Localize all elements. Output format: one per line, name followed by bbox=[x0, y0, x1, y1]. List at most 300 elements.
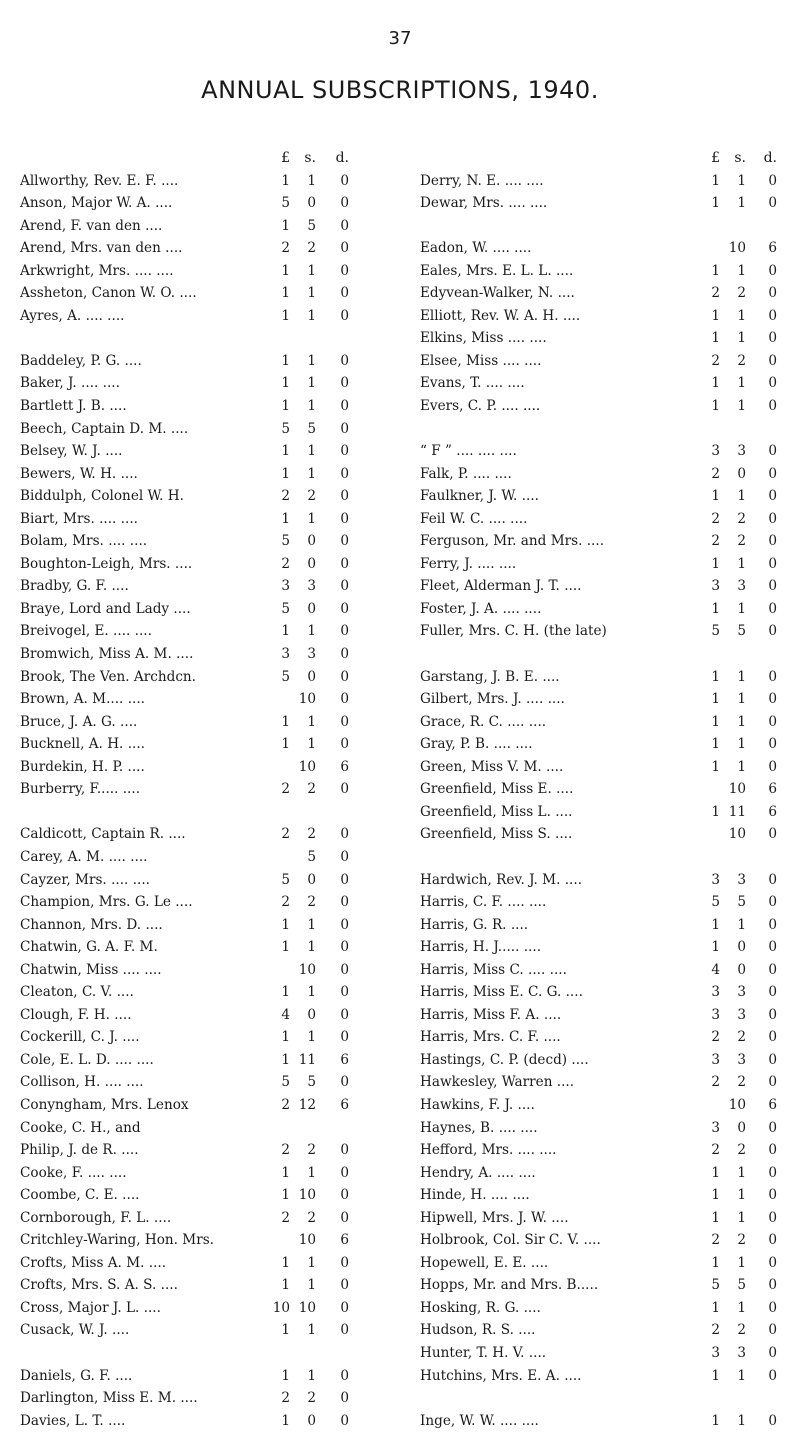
pence-value: 0 bbox=[340, 1006, 349, 1023]
subscriber-row bbox=[20, 914, 380, 937]
pence-value: 6 bbox=[768, 1096, 777, 1113]
subscriber-row bbox=[420, 801, 780, 824]
subscriber-name: Clough, F. H. .... bbox=[20, 1006, 132, 1023]
shillings-value: 2 bbox=[307, 488, 316, 505]
subscriber-row bbox=[420, 1229, 780, 1252]
pence-value: 0 bbox=[768, 758, 777, 775]
pounds-value: 5 bbox=[711, 894, 720, 911]
subscriber-name: Greenfield, Miss L. .... bbox=[420, 803, 573, 820]
pence-value: 0 bbox=[340, 623, 349, 640]
subscriber-row bbox=[20, 530, 380, 553]
pounds-value: 1 bbox=[281, 1322, 290, 1339]
subscriber-row bbox=[420, 1162, 780, 1185]
shillings-value: 0 bbox=[307, 555, 316, 572]
shillings-value: 0 bbox=[307, 195, 316, 212]
subscriber-row bbox=[20, 1004, 380, 1027]
subscriber-name: Baddeley, P. G. .... bbox=[20, 352, 142, 369]
subscriber-name: Green, Miss V. M. .... bbox=[420, 758, 564, 775]
pounds-value: 1 bbox=[281, 1164, 290, 1181]
subscriber-row bbox=[420, 1184, 780, 1207]
pounds-value: 2 bbox=[711, 1074, 720, 1091]
subscriber-name: Braye, Lord and Lady .... bbox=[20, 600, 191, 617]
subscriber-row bbox=[20, 711, 380, 734]
subscriber-row bbox=[20, 327, 380, 350]
subscriber-row bbox=[20, 170, 380, 193]
pence-value: 0 bbox=[340, 510, 349, 527]
shillings-value: 1 bbox=[307, 1029, 316, 1046]
shillings-value: 1 bbox=[737, 1412, 746, 1429]
pounds-value: 3 bbox=[711, 443, 720, 460]
pence-value: 0 bbox=[340, 668, 349, 685]
subscriber-row bbox=[20, 688, 380, 711]
subscriber-row bbox=[20, 1410, 380, 1432]
shillings-value: 10 bbox=[728, 1096, 746, 1113]
shillings-value: 1 bbox=[737, 262, 746, 279]
pence-value: 6 bbox=[768, 240, 777, 257]
subscriber-name: Coombe, C. E. .... bbox=[20, 1187, 140, 1204]
pence-value: 0 bbox=[768, 488, 777, 505]
subscriber-row bbox=[420, 215, 780, 238]
shillings-value: 0 bbox=[307, 871, 316, 888]
subscriber-row bbox=[20, 1342, 380, 1365]
subscriber-name: Hendry, A. .... .... bbox=[420, 1164, 536, 1181]
subscriber-row bbox=[420, 170, 780, 193]
subscriber-name: Evers, C. P. .... .... bbox=[420, 398, 541, 415]
pence-value: 6 bbox=[768, 803, 777, 820]
pounds-value: 3 bbox=[711, 1006, 720, 1023]
shillings-value: 5 bbox=[737, 894, 746, 911]
pence-value: 0 bbox=[768, 375, 777, 392]
pounds-value: 1 bbox=[711, 262, 720, 279]
pence-value: 0 bbox=[768, 623, 777, 640]
pence-value: 0 bbox=[768, 195, 777, 212]
subscriber-row bbox=[420, 508, 780, 531]
pence-value: 6 bbox=[340, 1232, 349, 1249]
subscriber-row bbox=[20, 553, 380, 576]
pence-value: 0 bbox=[340, 420, 349, 437]
pence-value: 0 bbox=[768, 1187, 777, 1204]
subscriber-name: Biddulph, Colonel W. H. bbox=[20, 488, 184, 505]
subscriber-row bbox=[20, 463, 380, 486]
pence-value: 0 bbox=[340, 240, 349, 257]
pence-header: d. bbox=[335, 150, 349, 166]
subscriber-row bbox=[20, 981, 380, 1004]
pounds-value: 1 bbox=[711, 691, 720, 708]
subscriber-row bbox=[420, 959, 780, 982]
subscriber-name: Gilbert, Mrs. J. .... .... bbox=[420, 691, 565, 708]
subscriber-row bbox=[420, 1319, 780, 1342]
subscriber-row bbox=[20, 1274, 380, 1297]
subscriber-row bbox=[420, 1342, 780, 1365]
shillings-value: 1 bbox=[307, 443, 316, 460]
shillings-value: 1 bbox=[307, 510, 316, 527]
pence-value: 0 bbox=[768, 826, 777, 843]
pounds-value: 3 bbox=[711, 1344, 720, 1361]
subscriber-name: Champion, Mrs. G. Le .... bbox=[20, 894, 193, 911]
pounds-header: £ bbox=[711, 150, 720, 166]
subscriber-name: Evans, T. .... .... bbox=[420, 375, 525, 392]
shillings-value: 1 bbox=[737, 916, 746, 933]
subscriber-row bbox=[20, 1252, 380, 1275]
subscriber-name: Ferguson, Mr. and Mrs. .... bbox=[420, 533, 605, 550]
pence-value: 0 bbox=[340, 984, 349, 1001]
subscriber-name: Hefford, Mrs. .... .... bbox=[420, 1142, 557, 1159]
pence-value: 0 bbox=[768, 510, 777, 527]
subscriber-name: “ F ” .... .... .... bbox=[420, 443, 517, 460]
subscriber-name: Chatwin, Miss .... .... bbox=[20, 961, 162, 978]
pence-value: 0 bbox=[768, 1164, 777, 1181]
subscriber-row bbox=[420, 846, 780, 869]
pence-value: 0 bbox=[768, 600, 777, 617]
shillings-value: 1 bbox=[307, 916, 316, 933]
shillings-value: 2 bbox=[737, 510, 746, 527]
subscriber-row bbox=[420, 1365, 780, 1388]
subscriber-row bbox=[20, 778, 380, 801]
shillings-value: 10 bbox=[298, 758, 316, 775]
subscriber-name: Elkins, Miss .... .... bbox=[420, 330, 547, 347]
pounds-value: 5 bbox=[711, 623, 720, 640]
pence-value: 0 bbox=[768, 984, 777, 1001]
subscriber-name: Crofts, Mrs. S. A. S. .... bbox=[20, 1277, 178, 1294]
shillings-value: 2 bbox=[737, 352, 746, 369]
subscriber-name: Hardwich, Rev. J. M. .... bbox=[420, 871, 583, 888]
shillings-value: 1 bbox=[737, 1299, 746, 1316]
subscriber-name: Eadon, W. .... .... bbox=[420, 240, 532, 257]
pounds-value: 1 bbox=[281, 217, 290, 234]
subscriber-row bbox=[20, 350, 380, 373]
pounds-value: 4 bbox=[281, 1006, 290, 1023]
shillings-value: 1 bbox=[307, 262, 316, 279]
subscriber-name: Channon, Mrs. D. .... bbox=[20, 916, 163, 933]
pence-value: 0 bbox=[340, 894, 349, 911]
pounds-value: 1 bbox=[281, 262, 290, 279]
pence-value: 0 bbox=[768, 1029, 777, 1046]
pounds-value: 1 bbox=[281, 736, 290, 753]
shillings-value: 0 bbox=[737, 961, 746, 978]
subscriber-row bbox=[420, 350, 780, 373]
shillings-value: 2 bbox=[737, 285, 746, 302]
pounds-value: 2 bbox=[281, 555, 290, 572]
pounds-value: 1 bbox=[711, 668, 720, 685]
pence-value: 0 bbox=[340, 1029, 349, 1046]
subscriber-name: Inge, W. W. .... .... bbox=[420, 1412, 539, 1429]
pence-value: 0 bbox=[340, 285, 349, 302]
subscriber-name: Harris, Miss E. C. G. .... bbox=[420, 984, 583, 1001]
pounds-value: 1 bbox=[281, 443, 290, 460]
subscriber-row bbox=[20, 823, 380, 846]
pounds-value: 1 bbox=[281, 939, 290, 956]
subscriber-name: Fleet, Alderman J. T. .... bbox=[420, 578, 582, 595]
column-header bbox=[20, 147, 380, 170]
subscriber-row bbox=[420, 485, 780, 508]
pence-value: 0 bbox=[340, 871, 349, 888]
pounds-value: 4 bbox=[711, 961, 720, 978]
shillings-value: 10 bbox=[298, 1299, 316, 1316]
pence-value: 0 bbox=[768, 443, 777, 460]
shillings-value: 1 bbox=[737, 555, 746, 572]
shillings-value: 2 bbox=[307, 1209, 316, 1226]
subscriber-row bbox=[20, 846, 380, 869]
pounds-value: 1 bbox=[711, 555, 720, 572]
pence-value: 6 bbox=[340, 1051, 349, 1068]
pence-value: 0 bbox=[340, 713, 349, 730]
subscriber-name: Hunter, T. H. V. .... bbox=[420, 1344, 547, 1361]
subscriber-name: Belsey, W. J. .... bbox=[20, 443, 123, 460]
pence-value: 0 bbox=[340, 398, 349, 415]
subscriber-name: Hopewell, E. E. .... bbox=[420, 1254, 549, 1271]
pence-value: 0 bbox=[340, 1074, 349, 1091]
pounds-value: 5 bbox=[281, 871, 290, 888]
subscriber-row bbox=[20, 1094, 380, 1117]
pence-value: 0 bbox=[340, 1254, 349, 1271]
shillings-value: 10 bbox=[728, 240, 746, 257]
pence-value: 0 bbox=[768, 736, 777, 753]
shillings-value: 1 bbox=[737, 398, 746, 415]
shillings-value: 5 bbox=[307, 848, 316, 865]
subscriber-row bbox=[20, 372, 380, 395]
shillings-value: 5 bbox=[737, 623, 746, 640]
pence-value: 0 bbox=[340, 1277, 349, 1294]
shillings-value: 1 bbox=[307, 736, 316, 753]
shillings-header: s. bbox=[304, 150, 316, 166]
subscriber-row bbox=[420, 936, 780, 959]
subscriber-name: Cooke, F. .... .... bbox=[20, 1164, 127, 1181]
pounds-value: 2 bbox=[281, 240, 290, 257]
shillings-value: 1 bbox=[307, 939, 316, 956]
pounds-value: 3 bbox=[711, 1051, 720, 1068]
pence-value: 0 bbox=[340, 262, 349, 279]
subscriber-row bbox=[20, 1162, 380, 1185]
pounds-value: 1 bbox=[281, 1029, 290, 1046]
subscriber-name: Collison, H. .... .... bbox=[20, 1074, 144, 1091]
subscriber-row bbox=[20, 756, 380, 779]
shillings-value: 3 bbox=[737, 1051, 746, 1068]
subscriber-name: Hipwell, Mrs. J. W. .... bbox=[420, 1209, 569, 1226]
subscriber-row bbox=[20, 891, 380, 914]
subscriber-name: Crofts, Miss A. M. .... bbox=[20, 1254, 167, 1271]
subscriber-name: Greenfield, Miss E. .... bbox=[420, 781, 574, 798]
pounds-value: 1 bbox=[281, 1277, 290, 1294]
pounds-value: 1 bbox=[711, 939, 720, 956]
pounds-value: 1 bbox=[711, 600, 720, 617]
pence-value: 0 bbox=[768, 713, 777, 730]
pounds-value: 1 bbox=[711, 1209, 720, 1226]
subscriber-row bbox=[420, 643, 780, 666]
shillings-value: 1 bbox=[737, 736, 746, 753]
pence-value: 0 bbox=[768, 330, 777, 347]
subscriber-name: Brook, The Ven. Archdcn. bbox=[20, 668, 197, 685]
pounds-value: 5 bbox=[711, 1277, 720, 1294]
subscriber-name: Harris, Miss C. .... .... bbox=[420, 961, 567, 978]
subscriber-row bbox=[20, 418, 380, 441]
pence-value: 0 bbox=[340, 736, 349, 753]
subscriber-name: Carey, A. M. .... .... bbox=[20, 848, 148, 865]
pence-value: 0 bbox=[768, 285, 777, 302]
pence-value: 0 bbox=[340, 939, 349, 956]
shillings-value: 1 bbox=[737, 1164, 746, 1181]
subscriber-name: Faulkner, J. W. .... bbox=[420, 488, 539, 505]
shillings-value: 3 bbox=[737, 578, 746, 595]
subscriber-row bbox=[420, 1274, 780, 1297]
subscriber-row bbox=[420, 192, 780, 215]
pounds-value: 1 bbox=[281, 398, 290, 415]
subscriber-row bbox=[20, 666, 380, 689]
subscriber-row bbox=[420, 237, 780, 260]
subscriber-row bbox=[20, 1026, 380, 1049]
subscriber-name: Ayres, A. .... .... bbox=[20, 307, 125, 324]
shillings-value: 5 bbox=[737, 1277, 746, 1294]
subscriber-name: Elsee, Miss .... .... bbox=[420, 352, 542, 369]
subscriber-row bbox=[20, 1184, 380, 1207]
subscriber-row bbox=[420, 575, 780, 598]
pence-value: 0 bbox=[768, 1209, 777, 1226]
subscriber-row bbox=[420, 778, 780, 801]
subscriber-name: Caldicott, Captain R. .... bbox=[20, 826, 186, 843]
pence-value: 0 bbox=[768, 939, 777, 956]
pounds-value: 1 bbox=[281, 285, 290, 302]
pounds-value: 10 bbox=[272, 1299, 290, 1316]
shillings-value: 3 bbox=[307, 646, 316, 663]
pence-value: 0 bbox=[768, 352, 777, 369]
pence-value: 0 bbox=[340, 352, 349, 369]
pounds-value: 1 bbox=[281, 352, 290, 369]
subscriber-row bbox=[20, 869, 380, 892]
pence-value: 0 bbox=[768, 1074, 777, 1091]
shillings-value: 1 bbox=[307, 307, 316, 324]
right-rows bbox=[420, 170, 780, 1432]
pounds-value: 3 bbox=[281, 646, 290, 663]
subscriber-name: Hutchins, Mrs. E. A. .... bbox=[420, 1367, 582, 1384]
subscriber-name: Harris, G. R. .... bbox=[420, 916, 529, 933]
pounds-value: 2 bbox=[711, 510, 720, 527]
pence-value: 0 bbox=[768, 1367, 777, 1384]
subscriber-row bbox=[20, 260, 380, 283]
shillings-value: 11 bbox=[728, 803, 746, 820]
subscriber-name: Elliott, Rev. W. A. H. .... bbox=[420, 307, 581, 324]
shillings-value: 1 bbox=[737, 1254, 746, 1271]
shillings-value: 1 bbox=[307, 984, 316, 1001]
subscriber-row bbox=[420, 1139, 780, 1162]
subscriber-name: Holbrook, Col. Sir C. V. .... bbox=[420, 1232, 601, 1249]
pounds-value: 1 bbox=[711, 1367, 720, 1384]
subscriber-row bbox=[20, 1365, 380, 1388]
subscriber-row bbox=[420, 1410, 780, 1432]
pence-value: 0 bbox=[768, 1254, 777, 1271]
pence-value: 0 bbox=[340, 1322, 349, 1339]
subscriber-name: Cockerill, C. J. .... bbox=[20, 1029, 140, 1046]
subscriber-name: Breivogel, E. .... .... bbox=[20, 623, 152, 640]
subscriber-name: Philip, J. de R. .... bbox=[20, 1142, 139, 1159]
shillings-value: 1 bbox=[737, 713, 746, 730]
shillings-value: 3 bbox=[737, 1344, 746, 1361]
shillings-value: 1 bbox=[307, 172, 316, 189]
pounds-value: 5 bbox=[281, 195, 290, 212]
subscriber-row bbox=[420, 1297, 780, 1320]
pence-value: 0 bbox=[768, 691, 777, 708]
pence-value: 0 bbox=[340, 961, 349, 978]
shillings-value: 5 bbox=[307, 420, 316, 437]
pence-value: 0 bbox=[340, 217, 349, 234]
subscriber-name: Derry, N. E. .... .... bbox=[420, 172, 544, 189]
subscriber-row bbox=[420, 891, 780, 914]
pence-value: 0 bbox=[768, 668, 777, 685]
subscriber-row bbox=[420, 1071, 780, 1094]
subscriber-row bbox=[420, 530, 780, 553]
pence-value: 0 bbox=[340, 443, 349, 460]
pence-value: 0 bbox=[768, 465, 777, 482]
pounds-value: 1 bbox=[281, 1254, 290, 1271]
pounds-value: 1 bbox=[711, 488, 720, 505]
subscriber-row bbox=[20, 305, 380, 328]
pounds-value: 2 bbox=[281, 1142, 290, 1159]
pounds-value: 1 bbox=[281, 1412, 290, 1429]
shillings-value: 2 bbox=[307, 894, 316, 911]
shillings-value: 2 bbox=[737, 1074, 746, 1091]
subscriber-row bbox=[420, 733, 780, 756]
subscriber-row bbox=[420, 327, 780, 350]
subscriber-row bbox=[20, 1139, 380, 1162]
subscriber-name: Darlington, Miss E. M. .... bbox=[20, 1390, 198, 1407]
shillings-value: 0 bbox=[307, 600, 316, 617]
subscriber-row bbox=[420, 1004, 780, 1027]
pence-value: 0 bbox=[340, 533, 349, 550]
shillings-value: 3 bbox=[737, 443, 746, 460]
pounds-value: 2 bbox=[711, 533, 720, 550]
pounds-value: 1 bbox=[281, 1367, 290, 1384]
shillings-value: 1 bbox=[307, 375, 316, 392]
subscriber-row bbox=[420, 981, 780, 1004]
subscriber-row bbox=[20, 440, 380, 463]
pounds-value: 1 bbox=[711, 1187, 720, 1204]
shillings-value: 2 bbox=[737, 1142, 746, 1159]
subscriber-row bbox=[420, 1252, 780, 1275]
subscriber-name: Brown, A. M.... .... bbox=[20, 691, 145, 708]
pence-value: 0 bbox=[340, 465, 349, 482]
subscriber-name: Chatwin, G. A. F. M. bbox=[20, 939, 158, 956]
subscriber-row bbox=[420, 756, 780, 779]
shillings-header: s. bbox=[734, 150, 746, 166]
pence-value: 0 bbox=[340, 781, 349, 798]
subscriber-name: Hosking, R. G. .... bbox=[420, 1299, 541, 1316]
subscriber-name: Critchley-Waring, Hon. Mrs. bbox=[20, 1232, 214, 1249]
shillings-value: 5 bbox=[307, 217, 316, 234]
subscriber-name: Cole, E. L. D. .... .... bbox=[20, 1051, 154, 1068]
subscriber-name: Boughton-Leigh, Mrs. .... bbox=[20, 555, 193, 572]
shillings-value: 1 bbox=[737, 375, 746, 392]
shillings-value: 0 bbox=[307, 1006, 316, 1023]
subscriber-row bbox=[20, 959, 380, 982]
subscriber-row bbox=[20, 237, 380, 260]
pounds-value: 5 bbox=[281, 1074, 290, 1091]
subscriber-row bbox=[420, 620, 780, 643]
shillings-value: 1 bbox=[307, 352, 316, 369]
pounds-value: 2 bbox=[711, 465, 720, 482]
subscriber-name: Arend, Mrs. van den .... bbox=[20, 240, 183, 257]
subscriber-name: Harris, Miss F. A. .... bbox=[420, 1006, 562, 1023]
shillings-value: 1 bbox=[307, 1322, 316, 1339]
pounds-value: 3 bbox=[711, 578, 720, 595]
subscriber-name: Cayzer, Mrs. .... .... bbox=[20, 871, 150, 888]
shillings-value: 10 bbox=[298, 1187, 316, 1204]
pounds-value: 1 bbox=[711, 1412, 720, 1429]
subscriber-row bbox=[420, 1207, 780, 1230]
subscriber-name: Fuller, Mrs. C. H. (the late) bbox=[420, 623, 607, 640]
pounds-value: 2 bbox=[281, 1209, 290, 1226]
shillings-value: 0 bbox=[737, 1119, 746, 1136]
pounds-value: 1 bbox=[711, 172, 720, 189]
subscriber-name: Grace, R. C. .... .... bbox=[420, 713, 547, 730]
shillings-value: 2 bbox=[307, 826, 316, 843]
